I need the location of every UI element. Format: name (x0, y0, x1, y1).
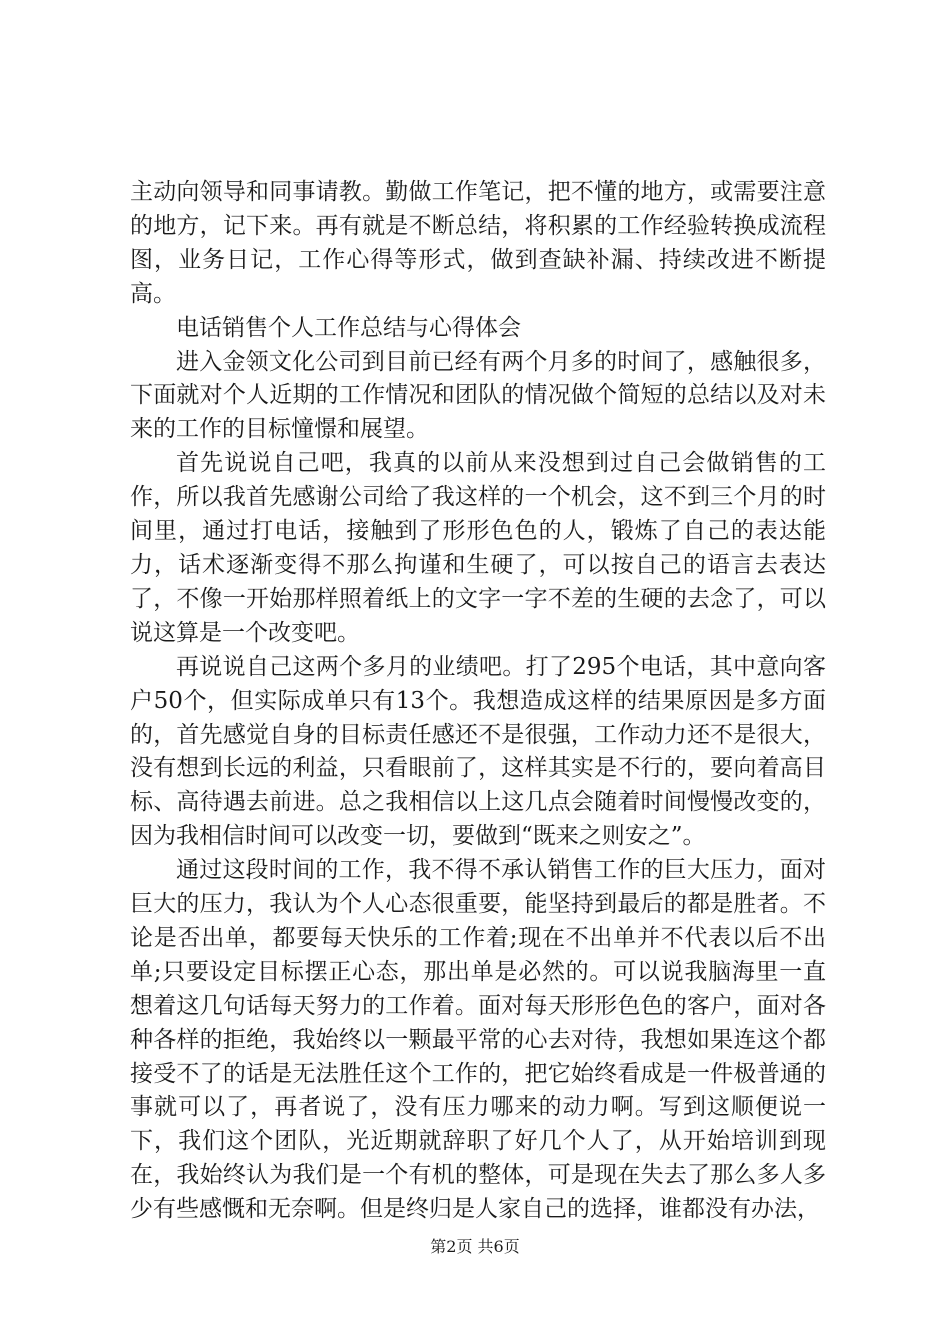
paragraph-self-reflection: 首先说说自己吧，我真的以前从来没想到过自己会做销售的工作，所以我首先感谢公司给了我这样的一个机会，这不到三个月的时间里，通过打电话，接触到了形形色色的人，锻炼了自己的表达能力，话术逐渐变得不那么拘谨和生硬了，可以按自己的语言去表达了，不像一开始那样照着纸上的文字一字不差的生硬的去念了，可以说这算是一个改变吧。 (130, 450, 826, 646)
document-body (130, 176, 826, 1227)
paragraph-performance: 再说说自己这两个多月的业绩吧。打了295个电话，其中意向客户50个，但实际成单只有13个。我想造成这样的结果原因是多方面的，首先感觉自身的目标责任感还不是很强，工作动力还不是很大，没有想到长远的利益，只看眼前了，这样其实是不行的，要向着高目标、高待遇去前进。总之我相信以上这几点会随着时间慢慢改变的，因为我相信时间可以改变一切，要做到“既来之则安之”。 (130, 653, 826, 850)
paragraph-intro: 进入金领文化公司到目前已经有两个月多的时间了，感触很多，下面就对个人近期的工作情况和团队的情况做个简短的总结以及对未来的工作的目标憧憬和展望。 (130, 348, 826, 443)
paragraph-continuation: 主动向领导和同事请教。勤做工作笔记，把不懂的地方，或需要注意的地方，记下来。再有就是不断总结，将积累的工作经验转换成流程图，业务日记，工作心得等形式，做到查缺补漏、持续改进不断提高。 (130, 179, 826, 307)
section-heading: 电话销售个人工作总结与心得体会 (176, 314, 521, 341)
page-number-footer: 第2页 共6页 (430, 1237, 520, 1256)
paragraph-pressure: 通过这段时间的工作，我不得不承认销售工作的巨大压力，面对巨大的压力，我认为个人心态很重要，能坚持到最后的都是胜者。不论是否出单，都要每天快乐的工作着;现在不出单并不代表以后不出单;只要设定目标摆正心态，那出单是必然的。可以说我脑海里一直想着这几句话每天努力的工作着。面对每天形形色色的客户，面对各种各样的拒绝，我始终以一颗最平常的心去对待，我想如果连这个都接受不了的话是无法胜任这个工作的，把它始终看成是一件极普通的事就可以了，再者说了，没有压力哪来的动力啊。写到这顺便说一下，我们这个团队，光近期就辞职了好几个人了，从开始培训到现在，我始终认为我们是一个有机的整体，可是现在失去了那么多人多少有些感慨和无奈啊。但是终归是人家自己的选择，谁都没有办法， (130, 857, 826, 1223)
